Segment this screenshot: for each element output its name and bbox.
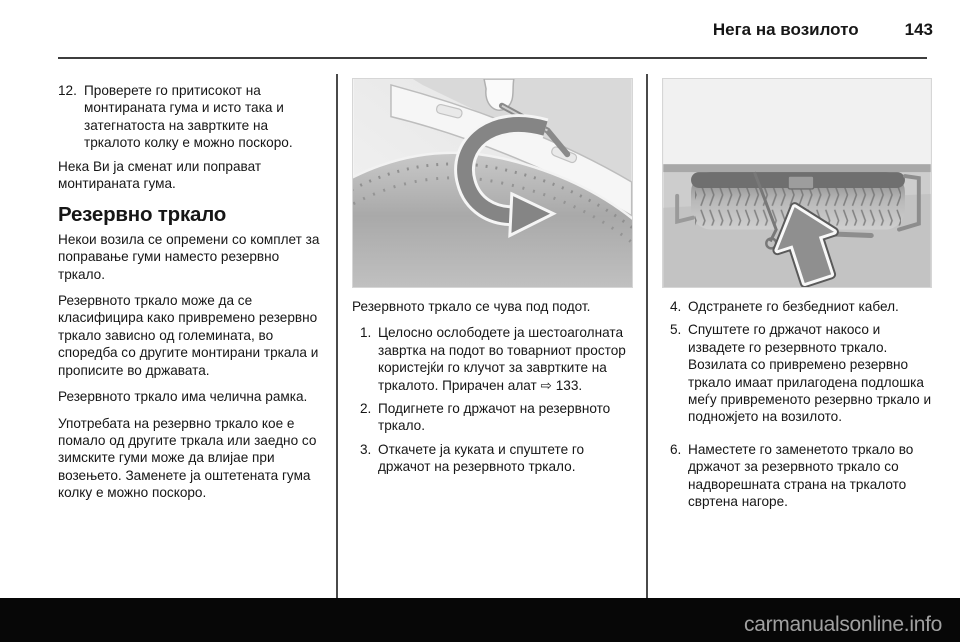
list-item-2: [352, 400, 633, 435]
list-item-6: [662, 441, 932, 511]
list-text: [688, 321, 932, 434]
column-middle: [352, 78, 633, 482]
list-number: 1.: [360, 325, 372, 341]
list-item-3: [352, 441, 633, 476]
list-number: 3.: [360, 441, 372, 457]
bottom-black-strip: [0, 598, 960, 642]
list-number: 5.: [670, 322, 682, 338]
intro-paragraph: Резервното тркало се чува под подот.: [352, 299, 591, 314]
spare-wheel-illustration: [662, 78, 943, 288]
step-note: Возилата со привремено резервно тркало имаат прилагодена подлошка меѓу привременото резервно тркало и подножјето на возилото.: [688, 357, 932, 425]
column-divider-left: [336, 74, 338, 598]
column-divider-right: [646, 74, 648, 598]
list-text: Одстранете го безбедниот кабел.: [688, 299, 899, 314]
list-number: 4.: [670, 299, 682, 314]
list-text: Подигнете го држачот на резервното тркало.: [378, 401, 611, 434]
list-text: Откачете ја куката и спуштете го држачот на резервното тркало.: [378, 441, 585, 475]
page-number: 143: [904, 20, 933, 39]
header-rule: [58, 57, 927, 59]
list-number: 6.: [670, 441, 682, 457]
list-item-12: [58, 82, 324, 152]
paragraph: Употребата на резервно тркало кое е помало од другите тркала или заедно со зимските гуми може да влијае при возењето. Заменете ја оштетената гума колку е можно поскоро.: [58, 415, 317, 501]
list-number: 12.: [58, 83, 77, 98]
list-text: Наместете го заменетото тркало во држачот за резервното тркало со надворешната страна на тркалото свртена нагоре.: [688, 441, 914, 510]
page-title: Нега на возилото: [712, 20, 859, 39]
section-heading: Резервно тркало: [58, 203, 227, 227]
note-paragraph: Нека Ви ја сменат или поправат монтираната гума.: [58, 158, 262, 192]
list-item-5: [662, 321, 932, 434]
watermark-text: carmanualsonline.info: [744, 613, 942, 636]
paragraph: Некои возила се опремени со комплет за поправање гуми наместо резервно тркало.: [58, 231, 320, 282]
list-number: 2.: [360, 401, 372, 417]
list-text-main: Спуштете го држачот накосо и извадете го резервното тркало.: [688, 322, 888, 355]
column-right: [662, 78, 932, 516]
page-header: [58, 20, 933, 40]
list-text: Проверете го притисокот на монтираната гума и исто така и затегнатоста на завртките на тркалото колку е можно поскоро.: [84, 83, 293, 151]
paragraph: Резервното тркало има челична рамка.: [58, 389, 308, 405]
list-text: Целосно ослободете ја шестоаголната завртка на подот во товарниот простор користејќи го клучот за завртките на тркалото. Прирачен алат ⇨ 133.: [378, 325, 626, 393]
list-item-1: [352, 324, 633, 394]
bumper-wrench-illustration: [352, 78, 633, 288]
column-left: [58, 82, 324, 511]
paragraph: Резервното тркало може да се класифицира како привремено резервно тркало зависно од големината, во споредба со другите монтирани тркала и прописите во државата.: [58, 293, 319, 378]
list-item-4: [662, 298, 932, 315]
